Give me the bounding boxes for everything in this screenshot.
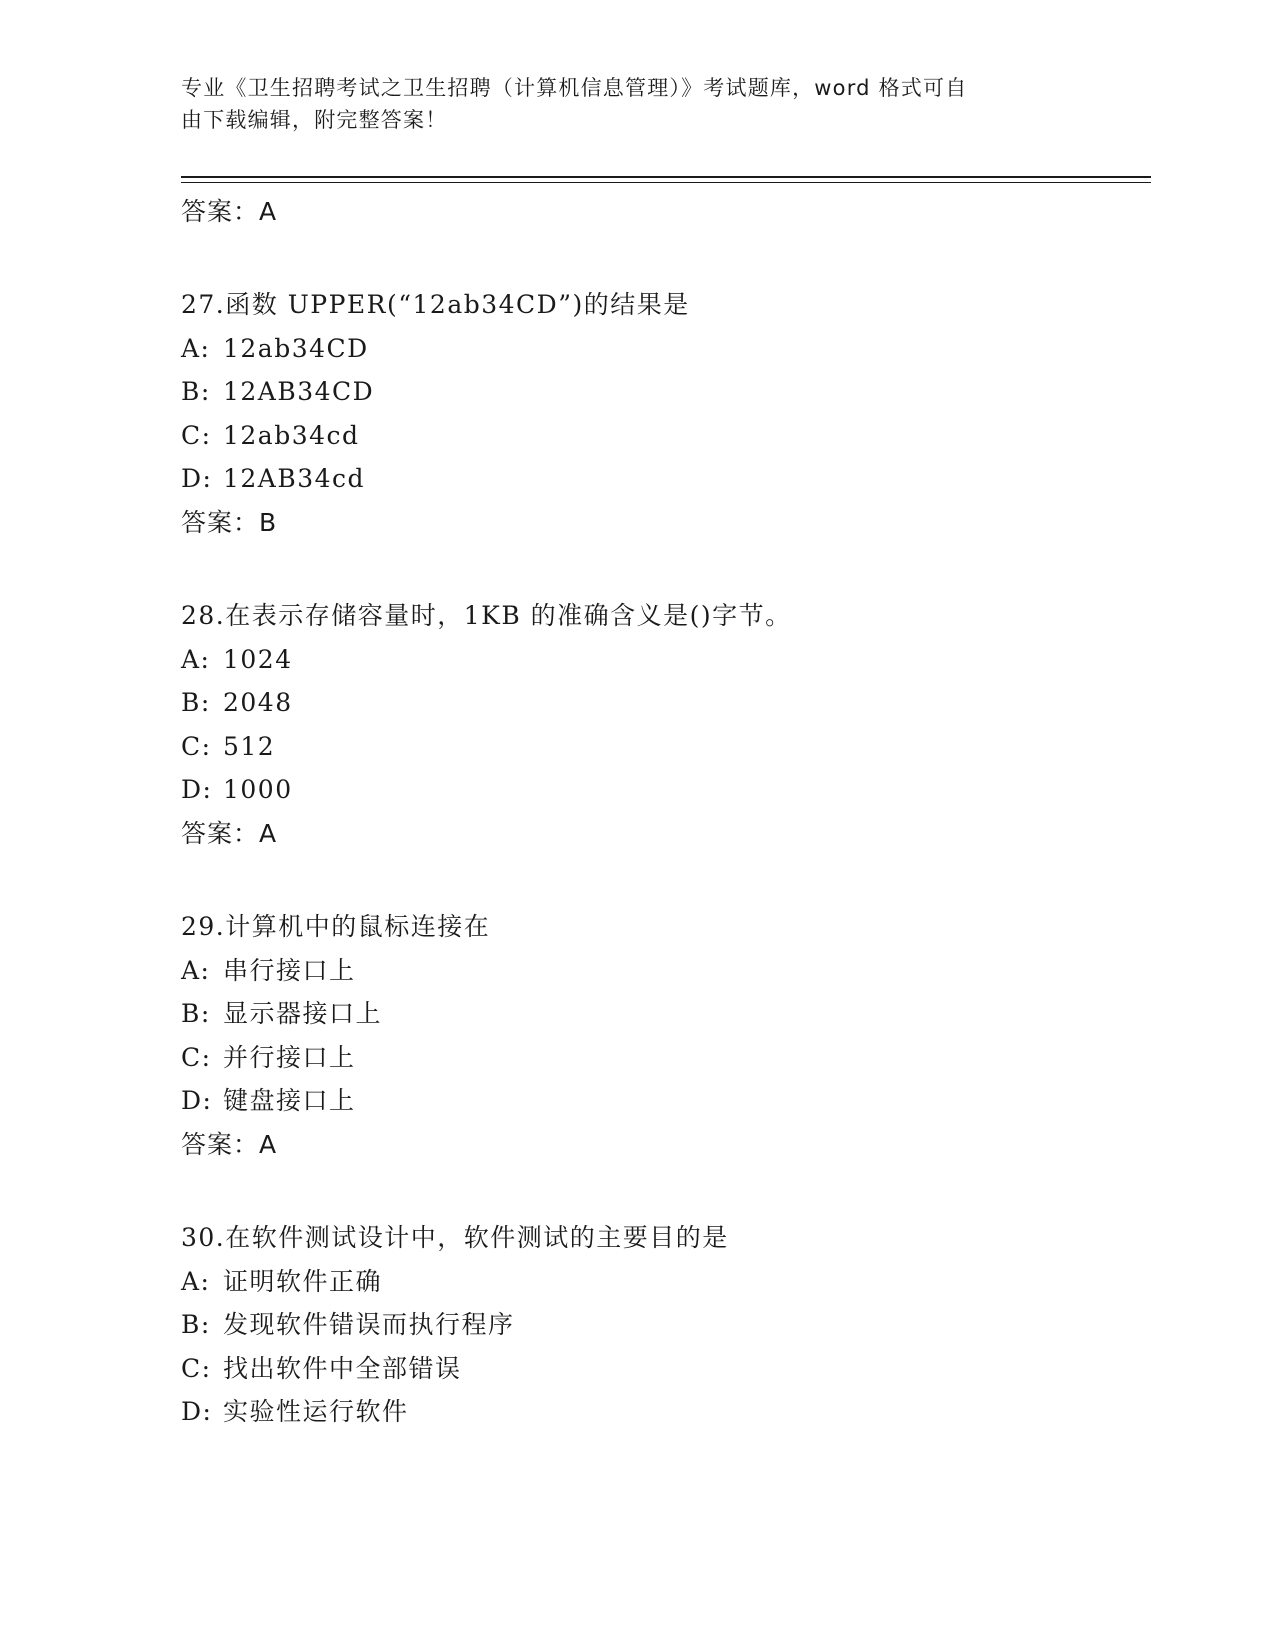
option-c xyxy=(181,1347,1141,1391)
option-text: 发现软件错误而执行程序 xyxy=(223,1310,515,1340)
header-line-2: 由下载编辑，附完整答案！ xyxy=(181,108,448,132)
page-header xyxy=(181,72,1081,136)
option-b xyxy=(181,370,1141,414)
option-label: C: xyxy=(181,731,212,761)
option-label: A: xyxy=(181,1266,211,1296)
question-list xyxy=(181,190,1141,1434)
option-label: D: xyxy=(181,1086,213,1116)
option-label: A: xyxy=(181,333,211,363)
option-text: 1000 xyxy=(223,775,293,805)
question-30 xyxy=(181,1216,1141,1434)
option-label: A: xyxy=(181,955,211,985)
option-text: 12ab34CD xyxy=(223,333,369,363)
option-b xyxy=(181,681,1141,725)
option-text: 12AB34CD xyxy=(223,377,375,407)
answer-previous-question: 答案：A xyxy=(181,197,278,226)
option-label: D: xyxy=(181,775,213,805)
option-text: 12AB34cd xyxy=(223,464,366,494)
option-b xyxy=(181,1303,1141,1347)
option-a xyxy=(181,949,1141,993)
option-d xyxy=(181,1390,1141,1434)
option-a xyxy=(181,327,1141,371)
option-text: 1024 xyxy=(223,644,293,674)
answer: 答案：A xyxy=(181,1129,278,1159)
option-a xyxy=(181,1260,1141,1304)
option-text: 显示器接口上 xyxy=(223,999,383,1029)
header-divider-thick xyxy=(181,176,1151,178)
question-stem: 28.在表示存储容量时，1KB 的准确含义是()字节。 xyxy=(181,600,792,630)
option-label: D: xyxy=(181,1397,213,1427)
option-c xyxy=(181,725,1141,769)
option-d xyxy=(181,1079,1141,1123)
option-label: B: xyxy=(181,377,211,407)
header-line-1: 专业《卫生招聘考试之卫生招聘（计算机信息管理）》考试题库，word 格式可自 xyxy=(181,76,968,100)
option-text: 串行接口上 xyxy=(223,955,356,985)
option-label: C: xyxy=(181,1042,212,1072)
option-label: B: xyxy=(181,999,211,1029)
option-text: 找出软件中全部错误 xyxy=(223,1353,462,1383)
option-text: 证明软件正确 xyxy=(223,1266,383,1296)
option-c xyxy=(181,1036,1141,1080)
question-27 xyxy=(181,283,1141,594)
option-text: 512 xyxy=(223,731,276,761)
question-stem: 30.在软件测试设计中，软件测试的主要目的是 xyxy=(181,1222,729,1252)
option-d xyxy=(181,768,1141,812)
option-text: 并行接口上 xyxy=(223,1042,356,1072)
answer: 答案：A xyxy=(181,818,278,848)
option-label: B: xyxy=(181,1310,211,1340)
answer: 答案：B xyxy=(181,507,278,537)
option-text: 12ab34cd xyxy=(223,420,360,450)
option-label: A: xyxy=(181,644,211,674)
option-d xyxy=(181,457,1141,501)
question-stem: 29.计算机中的鼠标连接在 xyxy=(181,911,491,941)
option-label: D: xyxy=(181,464,213,494)
option-b xyxy=(181,992,1141,1036)
question-29 xyxy=(181,905,1141,1216)
option-text: 2048 xyxy=(223,688,293,718)
option-label: C: xyxy=(181,420,212,450)
question-28 xyxy=(181,594,1141,905)
option-text: 键盘接口上 xyxy=(223,1086,356,1116)
option-c xyxy=(181,414,1141,458)
option-text: 实验性运行软件 xyxy=(223,1397,409,1427)
header-divider-thin xyxy=(181,182,1151,183)
option-label: B: xyxy=(181,688,211,718)
option-a xyxy=(181,638,1141,682)
question-stem: 27.函数 UPPER(“12ab34CD”)的结果是 xyxy=(181,290,690,319)
option-label: C: xyxy=(181,1353,212,1383)
